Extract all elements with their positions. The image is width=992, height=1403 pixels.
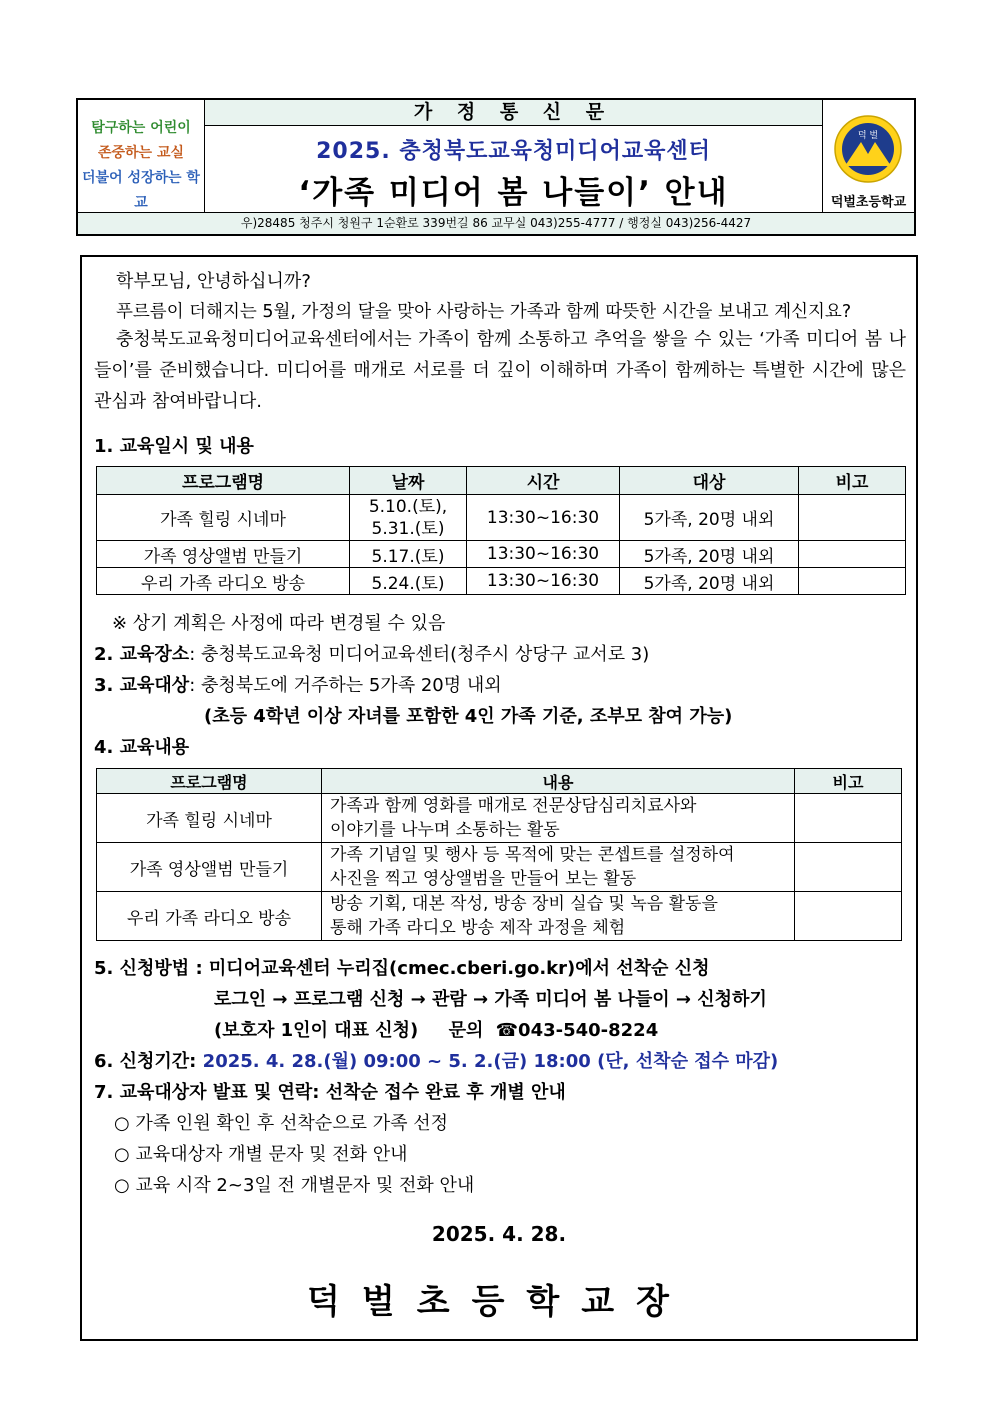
description-line-1: 방송 기획, 대본 작성, 방송 장비 실습 및 녹음 활동을	[330, 894, 718, 914]
program-date-2: 5.31.(토)	[371, 518, 445, 539]
description-line-1: 가족 기념일 및 행사 등 목적에 맞는 콘셉트를 설정하여	[330, 845, 735, 865]
section5-line-3	[214, 1016, 658, 1042]
program-description	[322, 794, 795, 843]
contact-label: 문의	[448, 1020, 484, 1041]
program-note	[799, 541, 906, 568]
contact-phone: 043-540-8224	[518, 1020, 659, 1041]
greeting: 학부모님, 안녕하십니까?	[116, 271, 311, 292]
program-name: 가족 힐링 시네마	[97, 495, 350, 541]
section1-heading: 1. 교육일시 및 내용	[94, 436, 254, 457]
motto-line-1: 탐구하는 어린이	[91, 120, 191, 136]
section2	[94, 640, 649, 666]
intro-line-2: 푸르름이 더해지는 5월, 가정의 달을 맞아 사랑하는 가족과 함께 따뜻한 시간을 보내고 계신지요?	[116, 302, 852, 322]
motto-line-2: 존중하는 교실	[97, 145, 185, 161]
program-name: 우리 가족 라디오 방송	[97, 568, 350, 595]
section5-line-2: 로그인 → 프로그램 신청 → 관람 → 가족 미디어 봄 나들이 → 신청하기	[214, 989, 767, 1010]
letter-date: 2025. 4. 28.	[431, 1222, 567, 1246]
col-program: 프로그램명	[97, 467, 350, 495]
content-table-header	[97, 769, 902, 794]
section7-item-3: ○ 교육 시작 2~3일 전 개별문자 및 전화 안내	[114, 1175, 475, 1196]
intro-line-3: 충청북도교육청미디어교육센터에서는 가족이 함께 소통하고 추억을 쌓을 수 있는 ‘가족 미디어 봄 나들이’를 준비했습니다. 미디어를 매개로 서로를 더 깊이 이해하며 가족이 함께하는 특별한 시간에 많은 관심과 참여바랍니다.	[94, 329, 906, 412]
col-content: 내용	[322, 769, 795, 794]
program-target: 5가족, 20명 내외	[620, 541, 799, 568]
program-note	[795, 794, 902, 843]
col-time: 시간	[467, 467, 620, 495]
motto-line-3: 더불어 성장하는 학교	[82, 170, 200, 211]
section3	[94, 671, 502, 697]
section3-text: : 충청북도에 거주하는 5가족 20명 내외	[189, 675, 502, 696]
col-note: 비고	[795, 769, 902, 794]
schedule-table	[96, 466, 906, 595]
description-line-2: 통해 가족 라디오 방송 제작 과정을 체험	[330, 918, 626, 938]
school-emblem-block	[822, 100, 914, 212]
table-row	[97, 843, 902, 892]
program-date	[350, 495, 467, 541]
section7-item-1: ○ 가족 인원 확인 후 선착순으로 가족 선정	[114, 1113, 448, 1134]
program-time: 13:30~16:30	[467, 568, 620, 595]
col-program: 프로그램명	[97, 769, 322, 794]
section6	[94, 1047, 778, 1073]
program-note	[795, 892, 902, 941]
school-motto	[78, 100, 205, 212]
program-date: 5.17.(토)	[350, 541, 467, 568]
program-note	[795, 843, 902, 892]
representative-note: (보호자 1인이 대표 신청)	[214, 1020, 419, 1041]
description-line-2: 이야기를 나누며 소통하는 활동	[330, 820, 560, 840]
section7-heading: 7. 교육대상자 발표 및 연락: 선착순 접수 완료 후 개별 안내	[94, 1082, 566, 1103]
col-target: 대상	[620, 467, 799, 495]
section4-heading: 4. 교육내용	[94, 737, 190, 758]
program-name: 가족 힐링 시네마	[97, 794, 322, 843]
svg-text:덕 벌: 덕 벌	[857, 131, 879, 141]
col-note: 비고	[799, 467, 906, 495]
table-row	[97, 794, 902, 843]
section2-text: : 충청북도교육청 미디어교육센터(청주시 상당구 교서로 3)	[189, 644, 650, 665]
program-name: 가족 영상앨범 만들기	[97, 843, 322, 892]
schedule-footnote: ※ 상기 계획은 사정에 따라 변경될 수 있음	[112, 613, 446, 634]
page-title: ‘가족 미디어 봄 나들이’ 안내	[298, 175, 729, 211]
program-date-1: 5.10.(토),	[368, 496, 448, 517]
school-address: 우)28485 청주시 청원구 1순환로 339번길 86 교무실 043)255-4777 / 행정실 043)256-4427	[78, 212, 914, 234]
description-line-1: 가족과 함께 영화를 매개로 전문상담심리치료사와	[330, 796, 697, 816]
section5-line-1: 5. 신청방법 : 미디어교육센터 누리집(cmec.cberi.go.kr)에서 선착순 신청	[94, 958, 710, 979]
section3-sub: (초등 4학년 이상 자녀를 포함한 4인 가족 기준, 조부모 참여 가능)	[204, 706, 733, 727]
table-row	[97, 541, 906, 568]
program-name: 우리 가족 라디오 방송	[97, 892, 322, 941]
intro-paragraph	[94, 324, 906, 417]
header-subtitle: 2025. 충청북도교육청미디어교육센터	[316, 139, 711, 164]
program-time: 13:30~16:30	[467, 541, 620, 568]
section7-item-2: ○ 교육대상자 개별 문자 및 전화 안내	[114, 1144, 408, 1165]
section3-label: 3. 교육대상	[94, 675, 190, 696]
program-description	[322, 843, 795, 892]
program-note	[799, 568, 906, 595]
program-time: 13:30~16:30	[467, 495, 620, 541]
program-target: 5가족, 20명 내외	[620, 568, 799, 595]
program-description	[322, 892, 795, 941]
school-name: 덕벌초등학교	[830, 195, 907, 210]
principal-signature: 덕벌초등학교장	[307, 1282, 691, 1322]
table-row	[97, 568, 906, 595]
section2-label: 2. 교육장소	[94, 644, 190, 665]
phone-icon: ☎	[495, 1020, 519, 1041]
content-table	[96, 768, 902, 941]
col-date: 날짜	[350, 467, 467, 495]
letter-header	[76, 98, 916, 236]
section6-label: 6. 신청기간:	[94, 1051, 197, 1072]
program-target: 5가족, 20명 내외	[620, 495, 799, 541]
schedule-table-header	[97, 467, 906, 495]
newsletter-band: 가 정 통 신 문	[205, 100, 822, 126]
letter-body	[80, 255, 918, 1341]
table-row	[97, 495, 906, 541]
program-date: 5.24.(토)	[350, 568, 467, 595]
school-emblem-icon	[833, 114, 903, 184]
section6-text: 2025. 4. 28.(월) 09:00 ~ 5. 2.(금) 18:00 (단, 선착순 접수 마감)	[202, 1051, 779, 1072]
header-title-block	[205, 100, 822, 212]
description-line-2: 사진을 찍고 영상앨범을 만들어 보는 활동	[330, 869, 637, 889]
program-name: 가족 영상앨범 만들기	[97, 541, 350, 568]
program-note	[799, 495, 906, 541]
table-row	[97, 892, 902, 941]
